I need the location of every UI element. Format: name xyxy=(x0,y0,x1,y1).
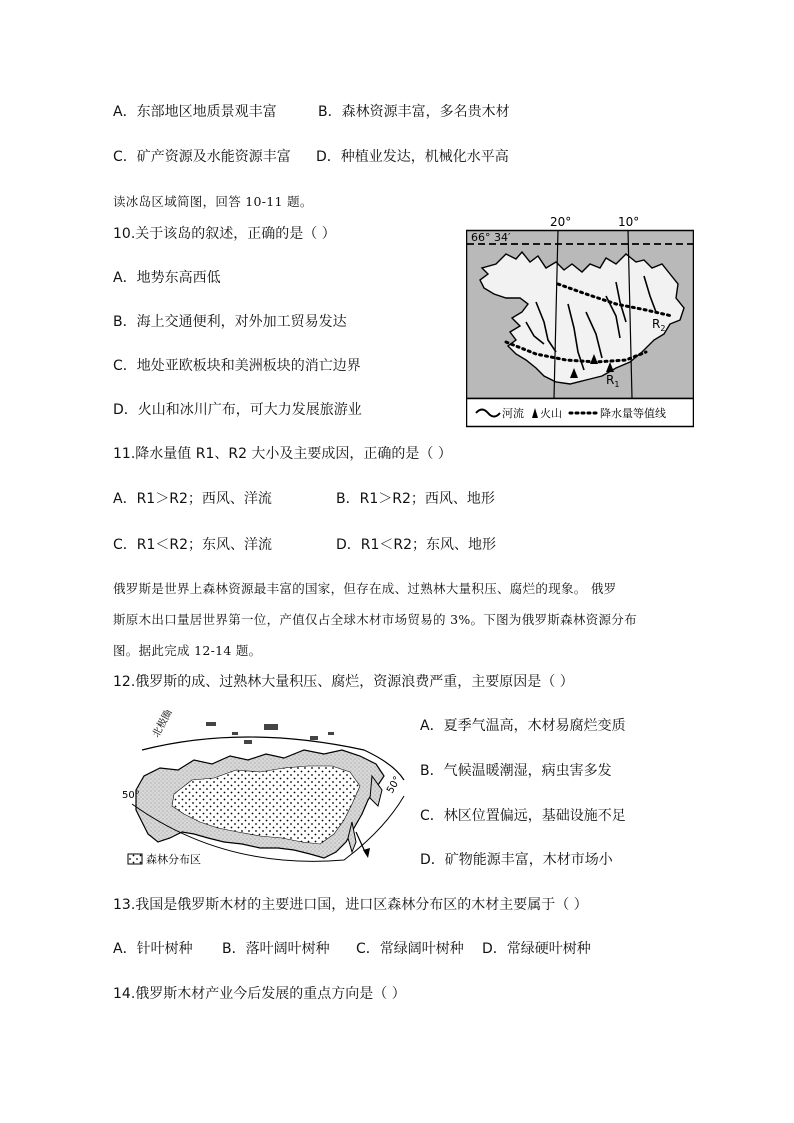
arctic-islands xyxy=(206,722,334,744)
russia-map xyxy=(114,710,414,880)
lat-50-left: 50° xyxy=(122,790,140,801)
q10-option-d: D．火山和冰川广布，可大力发展旅游业 xyxy=(113,402,362,418)
q9-option-a: A．东部地区地质景观丰富 xyxy=(113,104,277,120)
legend-river: 河流 xyxy=(502,407,524,420)
lon-10-label: 10° xyxy=(618,215,640,229)
r2-label: $R_2$ xyxy=(652,317,666,333)
q13-option-d: D．常绿硬叶树种 xyxy=(482,941,591,957)
q13-option-a: A．针叶树种 xyxy=(113,941,193,957)
q11-option-b: B．R1＞R2；西风、地形 xyxy=(336,491,495,507)
legend-forest: 森林分布区 xyxy=(146,853,201,866)
lat-label: 66° 34′ xyxy=(471,231,511,244)
q11-option-c: C．R1＜R2；东风、洋流 xyxy=(113,537,273,553)
legend-forest-icon xyxy=(128,854,142,864)
iceland-map xyxy=(466,212,694,430)
q9-option-c: C．矿产资源及水能资源丰富 xyxy=(113,149,291,165)
q13-option-b: B．落叶阔叶树种 xyxy=(222,941,330,957)
q13-stem: 13.我国是俄罗斯木材的主要进口国，进口区森林分布区的木材主要属于（ ） xyxy=(113,897,588,913)
russia-intro-line3: 图。据此完成 12-14 题。 xyxy=(113,643,262,658)
r1-label: $R_1$ xyxy=(606,373,620,389)
russia-intro-line2: 斯原木出口量居世界第一位，产值仅占全球木材市场贸易的 3%。下图为俄罗斯森林资源分布 xyxy=(113,612,637,627)
q12-option-d: D．矿物能源丰富，木材市场小 xyxy=(420,852,613,868)
lat-50-right: 50° xyxy=(385,774,404,796)
q11-option-d: D．R1＜R2；东风、地形 xyxy=(336,537,497,553)
q11-stem: 11.降水量值 R1、R2 大小及主要成因，正确的是（ ） xyxy=(113,446,452,462)
q12-option-a: A．夏季气温高，木材易腐烂变质 xyxy=(420,718,626,734)
legend-volcano: 火山 xyxy=(540,407,562,420)
q10-option-c: C．地处亚欧板块和美洲板块的消亡边界 xyxy=(113,358,361,374)
q12-stem: 12.俄罗斯的成、过熟林大量积压、腐烂，资源浪费严重，主要原因是（ ） xyxy=(113,674,574,690)
q11-option-a: A．R1＞R2；西风、洋流 xyxy=(113,491,272,507)
q12-option-b: B．气候温暖潮湿，病虫害多发 xyxy=(420,763,612,779)
q10-option-a: A．地势东高西低 xyxy=(113,270,221,286)
lon-20-label: 20° xyxy=(550,215,572,229)
q14-stem: 14.俄罗斯木材产业今后发展的重点方向是（ ） xyxy=(113,986,406,1002)
legend-isoline: 降水量等值线 xyxy=(600,407,666,420)
q9-option-d: D．种植业发达，机械化水平高 xyxy=(316,149,509,165)
russia-intro-line1: 俄罗斯是世界上森林资源最丰富的国家，但存在成、过熟林大量积压、腐烂的现象。 俄罗 xyxy=(113,581,617,596)
q9-option-b: B．森林资源丰富，多名贵木材 xyxy=(318,104,510,120)
iceland-intro: 读冰岛区域简图，回答 10-11 题。 xyxy=(113,194,313,209)
q10-option-b: B．海上交通便利，对外加工贸易发达 xyxy=(113,314,347,330)
arctic-circle-label: 北极圈 xyxy=(150,710,175,740)
q10-stem: 10.关于该岛的叙述，正确的是（ ） xyxy=(113,226,336,242)
q12-option-c: C．林区位置偏远，基础设施不足 xyxy=(420,808,626,824)
q13-option-c: C．常绿阔叶树种 xyxy=(356,941,464,957)
